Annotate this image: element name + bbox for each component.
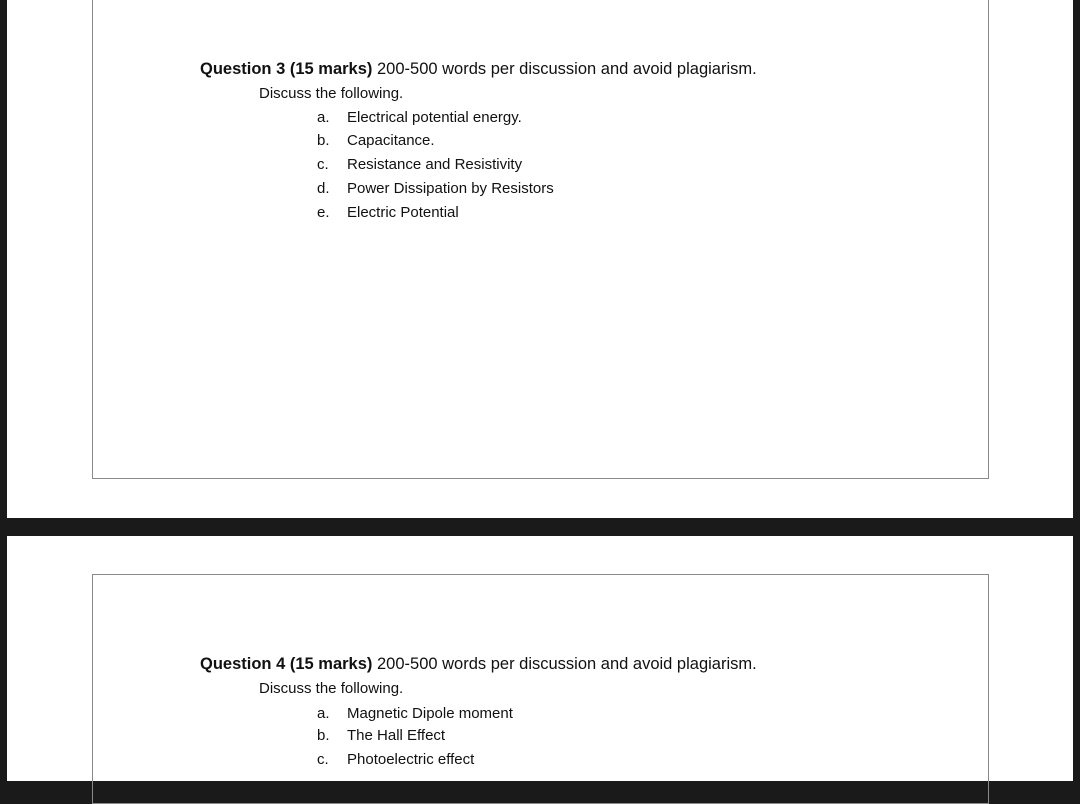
question-4-intro: Discuss the following. xyxy=(259,680,404,697)
list-item xyxy=(317,751,474,768)
list-item xyxy=(317,132,435,149)
question-4-instructions: 200-500 words per discussion and avoid plagiarism. xyxy=(372,655,757,673)
list-item xyxy=(317,156,522,173)
list-item-letter: d. xyxy=(317,180,330,197)
list-item xyxy=(317,727,445,744)
list-item-text: Photoelectric effect xyxy=(347,751,475,768)
list-item-text: Electric Potential xyxy=(347,204,459,221)
list-item-letter: b. xyxy=(317,727,330,744)
list-item-text: Resistance and Resistivity xyxy=(347,156,523,173)
page-top xyxy=(7,0,1073,518)
question-3-instructions: 200-500 words per discussion and avoid plagiarism. xyxy=(372,60,757,78)
list-item-text: The Hall Effect xyxy=(347,727,446,744)
page-bottom xyxy=(7,536,1073,781)
list-item-letter: b. xyxy=(317,132,330,149)
question-4-heading xyxy=(200,655,757,674)
question-3-intro: Discuss the following. xyxy=(259,85,404,102)
list-item-text: Electrical potential energy. xyxy=(347,109,522,126)
list-item-text: Capacitance. xyxy=(347,132,435,149)
list-item-letter: c. xyxy=(317,751,329,768)
list-item-text: Magnetic Dipole moment xyxy=(347,705,513,722)
question-3-heading xyxy=(200,60,757,79)
list-item-letter: a. xyxy=(317,109,330,126)
list-item xyxy=(317,705,513,722)
question-3-label: Question 3 (15 marks) xyxy=(200,60,373,78)
list-item xyxy=(317,180,554,197)
answer-box-q4 xyxy=(92,574,989,804)
list-item-letter: a. xyxy=(317,705,330,722)
list-item-letter: c. xyxy=(317,156,329,173)
list-item xyxy=(317,204,459,221)
list-item xyxy=(317,109,522,126)
list-item-text: Power Dissipation by Resistors xyxy=(347,180,554,197)
list-item-letter: e. xyxy=(317,204,330,221)
question-4-label: Question 4 (15 marks) xyxy=(200,655,373,673)
